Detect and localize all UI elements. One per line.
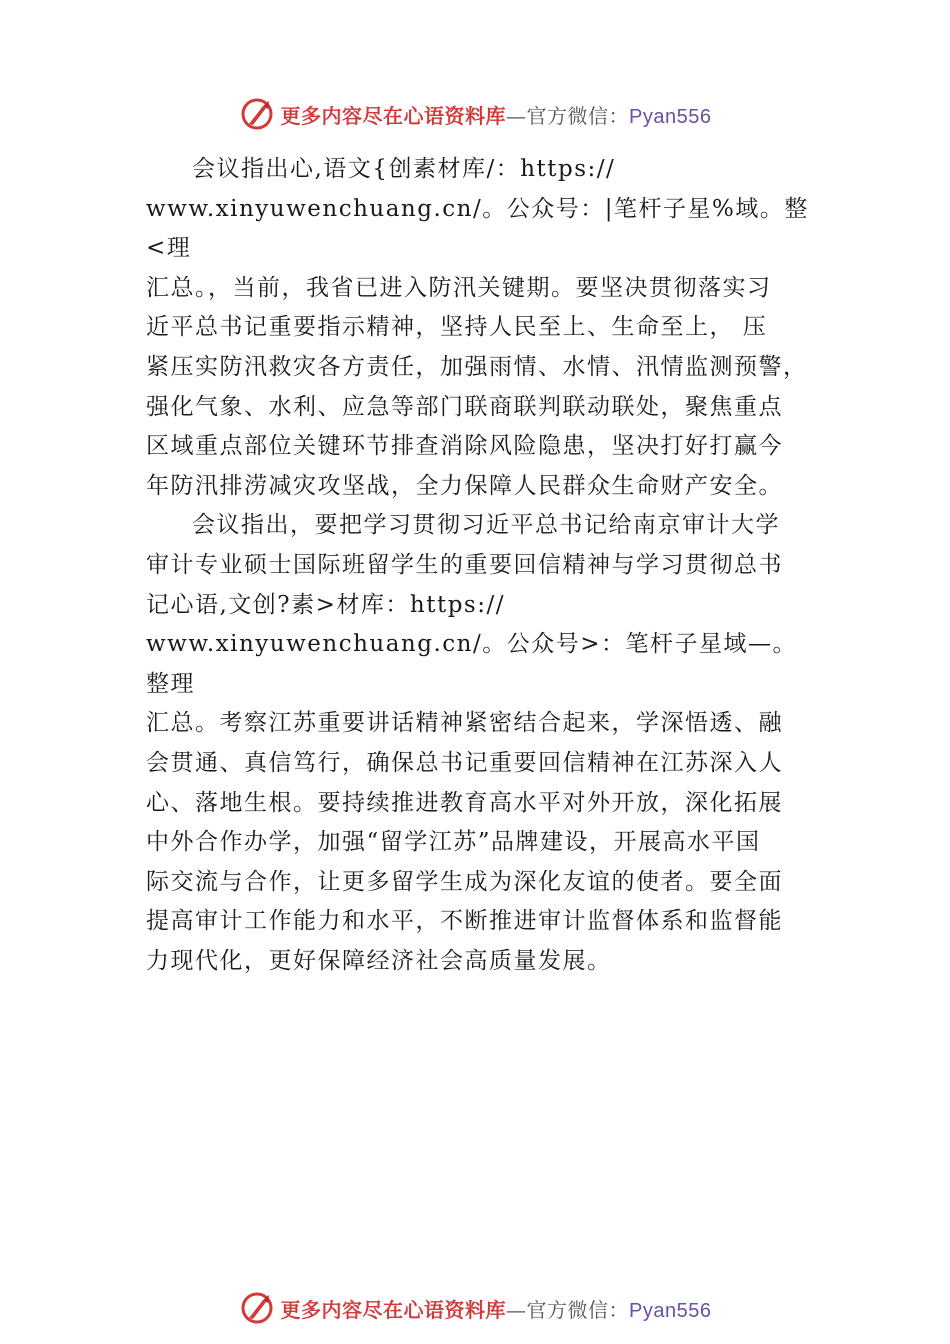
- body-line: 际交流与合作，让更多留学生成为深化友谊的使者。要全面: [146, 868, 783, 895]
- body-line: www.xinyuwenchuang.cn/。公众号>：笔杆子星域—。整理: [146, 631, 797, 697]
- body-line: 近平总书记重要指示精神，坚持人民至上、生命至上， 压: [146, 314, 768, 341]
- quill-pen-logo-icon: [239, 1290, 275, 1326]
- body-line: 提高审计工作能力和水平，不断推进审计监督体系和监督能: [146, 908, 783, 935]
- body-line: 记心语,文创?素>材库：https://: [146, 591, 505, 618]
- body-line: 心、落地生根。要持续推进教育高水平对外开放，深化拓展: [146, 789, 783, 816]
- banner-wechat-id: Pyan556: [629, 1299, 712, 1322]
- banner-text: [281, 1294, 712, 1323]
- body-line: 汇总。考察江苏重要讲话精神紧密结合起来，学深悟透、融: [146, 710, 783, 737]
- body-line: 区域重点部位关键环节排查消除风险隐患，坚决打好打赢今: [146, 433, 783, 460]
- body-line: 汇总。，当前，我省已进入防汛关键期。要坚决贯彻落实习: [146, 274, 772, 301]
- body-line: 审计专业硕士国际班留学生的重要回信精神与学习贯彻总书: [146, 551, 783, 578]
- body-line: 会议指出心,语文{创素材库/：https://: [192, 156, 616, 182]
- body-line: www.xinyuwenchuang.cn/。公众号：|笔杆子星%域。整<理: [146, 195, 809, 262]
- body-line: 中外合作办学，加强“留学江苏”品牌建设，开展高水平国: [146, 829, 761, 856]
- banner-wechat-label: —官方微信：: [506, 1297, 630, 1322]
- body-line: 力现代化，更好保障经济社会高质量发展。: [146, 947, 612, 974]
- banner-wechat-id: Pyan556: [629, 105, 712, 128]
- body-line: 会议指出，要把学习贯彻习近平总书记给南京审计大学: [192, 512, 780, 539]
- banner-wechat-label: —官方微信：: [506, 103, 630, 128]
- header-banner: [0, 94, 950, 134]
- body-line: 强化气象、水利、应急等部门联商联判联动联处，聚焦重点: [146, 393, 783, 420]
- quill-pen-logo-icon: [239, 96, 275, 132]
- banner-library-name: 更多内容尽在心语资料库: [280, 103, 507, 128]
- banner-text: [281, 100, 712, 129]
- body-line: 会贯通、真信笃行，确保总书记重要回信精神在江苏深入人: [146, 749, 783, 776]
- body-line: 年防汛排涝减灾攻坚战，全力保障人民群众生命财产安全。: [146, 472, 783, 499]
- banner-library-name: 更多内容尽在心语资料库: [280, 1297, 507, 1322]
- document-body: [146, 150, 810, 981]
- body-line: 紧压实防汛救灾各方责任，加强雨情、水情、汛情监测预警，: [146, 353, 808, 380]
- footer-banner: [0, 1288, 950, 1328]
